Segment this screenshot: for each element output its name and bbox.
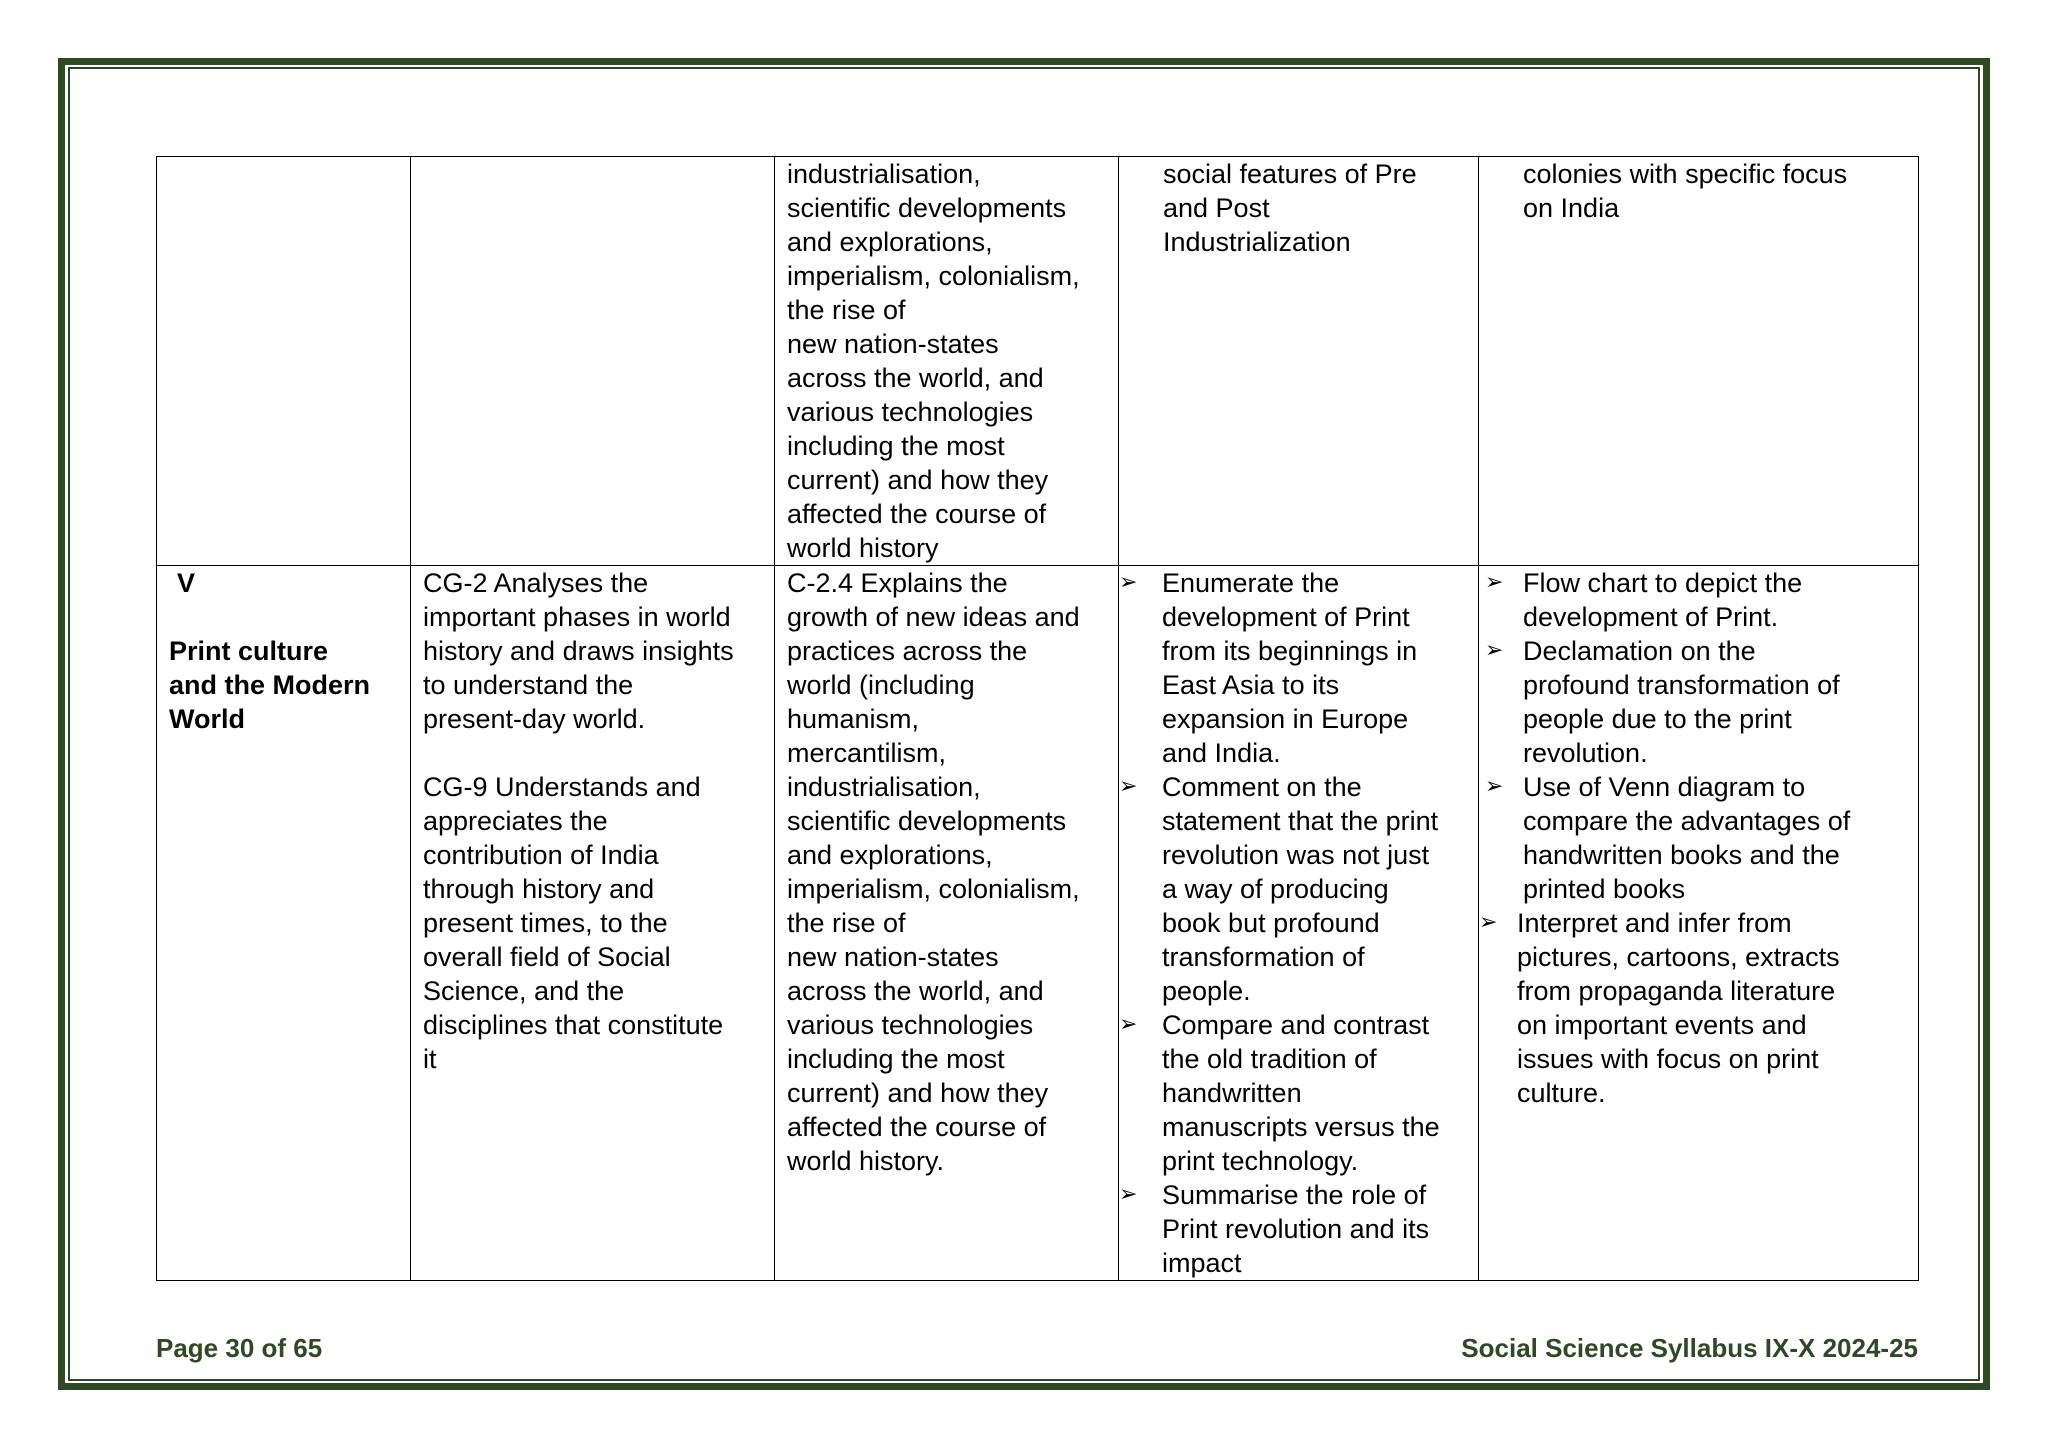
text-line: issues with focus on print bbox=[1517, 1044, 1819, 1074]
text-line: through history and bbox=[423, 874, 655, 904]
text-line: from propaganda literature bbox=[1517, 976, 1836, 1006]
cell-competency bbox=[775, 566, 1119, 1281]
text-line: Declamation on the bbox=[1523, 636, 1756, 666]
text-line: C-2.4 Explains the bbox=[787, 568, 1008, 598]
text-line: new nation-states bbox=[787, 329, 999, 359]
arrowhead-bullet-icon: ➢ bbox=[1479, 910, 1498, 935]
text-line: current) and how they bbox=[787, 1078, 1049, 1108]
page-number: Page 30 of 65 bbox=[156, 1333, 323, 1363]
text-line: Compare and contrast bbox=[1162, 1010, 1430, 1040]
text-line: present times, to the bbox=[423, 908, 668, 938]
text-line: various technologies bbox=[787, 1010, 1034, 1040]
text-line: Use of Venn diagram to bbox=[1523, 772, 1806, 802]
list-item bbox=[1487, 566, 1910, 634]
text-line: affected the course of bbox=[787, 1112, 1047, 1142]
text-line: compare the advantages of bbox=[1523, 806, 1851, 836]
unit-title-line: World bbox=[169, 704, 245, 734]
text-line: CG-2 Analyses the bbox=[423, 568, 649, 598]
text-line: contribution of India bbox=[423, 840, 659, 870]
text-line: industrialisation, bbox=[787, 772, 981, 802]
arrowhead-bullet-icon: ➢ bbox=[1119, 570, 1138, 595]
text-line: and explorations, bbox=[787, 840, 993, 870]
text-line: book but profound bbox=[1162, 908, 1380, 938]
list-item bbox=[1479, 906, 1910, 1110]
text-line: across the world, and bbox=[787, 363, 1044, 393]
text-line: manuscripts versus the bbox=[1162, 1112, 1440, 1142]
text-line: affected the course of bbox=[787, 499, 1047, 529]
text-line: development of Print. bbox=[1523, 602, 1779, 632]
text-line: Science, and the bbox=[423, 976, 625, 1006]
text-line: world (including bbox=[787, 670, 975, 700]
text-line: scientific developments bbox=[787, 193, 1067, 223]
text-line: including the most bbox=[787, 1044, 1005, 1074]
text-line: people due to the print bbox=[1523, 704, 1792, 734]
text-line: on important events and bbox=[1517, 1010, 1807, 1040]
text-line: social features of Pre bbox=[1163, 159, 1417, 189]
spacer bbox=[423, 736, 766, 770]
text-line: and explorations, bbox=[787, 227, 993, 257]
text-line: expansion in Europe bbox=[1162, 704, 1409, 734]
text-line: important phases in world bbox=[423, 602, 731, 632]
unit-number: V bbox=[177, 568, 196, 598]
text-line: handwritten bbox=[1162, 1078, 1302, 1108]
unit-title-line: Print culture bbox=[169, 636, 329, 666]
text-line: and India. bbox=[1162, 738, 1281, 768]
text-line: to understand the bbox=[423, 670, 634, 700]
table-row-continued bbox=[157, 157, 1919, 566]
text-line: current) and how they bbox=[787, 465, 1049, 495]
text-line: present-day world. bbox=[423, 704, 646, 734]
cell-curricular-goals bbox=[411, 566, 775, 1281]
text-line: Enumerate the bbox=[1162, 568, 1340, 598]
arrowhead-bullet-icon: ➢ bbox=[1119, 774, 1138, 799]
text-line: the rise of bbox=[787, 295, 906, 325]
text-line: development of Print bbox=[1162, 602, 1410, 632]
text-line: culture. bbox=[1517, 1078, 1606, 1108]
arrowhead-bullet-icon: ➢ bbox=[1485, 570, 1504, 595]
list-item bbox=[1121, 566, 1470, 770]
cell-goals-empty bbox=[411, 157, 775, 566]
text-line: pictures, cartoons, extracts bbox=[1517, 942, 1840, 972]
text-line: and Post bbox=[1163, 193, 1270, 223]
text-line: mercantilism, bbox=[787, 738, 947, 768]
text-line: profound transformation of bbox=[1523, 670, 1840, 700]
text-line: scientific developments bbox=[787, 806, 1067, 836]
list-item bbox=[1121, 1178, 1470, 1280]
text-line: revolution was not just bbox=[1162, 840, 1430, 870]
cell-competency-continued bbox=[775, 157, 1119, 566]
text-line: humanism, bbox=[787, 704, 920, 734]
text-line: world history. bbox=[787, 1146, 945, 1176]
text-line: CG-9 Understands and bbox=[423, 772, 701, 802]
text-line: colonies with specific focus bbox=[1523, 159, 1848, 189]
text-line: printed books bbox=[1523, 874, 1686, 904]
text-line: from its beginnings in bbox=[1162, 636, 1418, 666]
text-line: growth of new ideas and bbox=[787, 602, 1080, 632]
cell-learning-outcomes bbox=[1119, 566, 1479, 1281]
text-line: industrialisation, bbox=[787, 159, 981, 189]
cell-unit bbox=[157, 566, 411, 1281]
list-item bbox=[1121, 1008, 1470, 1178]
arrowhead-bullet-icon: ➢ bbox=[1485, 774, 1504, 799]
text-line: Comment on the bbox=[1162, 772, 1362, 802]
text-line: appreciates the bbox=[423, 806, 608, 836]
text-line: disciplines that constitute bbox=[423, 1010, 724, 1040]
arrowhead-bullet-icon: ➢ bbox=[1485, 638, 1504, 663]
text-line: revolution. bbox=[1523, 738, 1648, 768]
text-line: overall field of Social bbox=[423, 942, 671, 972]
text-line: it bbox=[423, 1044, 437, 1074]
text-line: imperialism, colonialism, bbox=[787, 874, 1080, 904]
text-line: history and draws insights bbox=[423, 636, 734, 666]
arrowhead-bullet-icon: ➢ bbox=[1119, 1182, 1138, 1207]
spacer bbox=[169, 600, 402, 634]
text-line: statement that the print bbox=[1162, 806, 1439, 836]
text-line: Industrialization bbox=[1163, 227, 1351, 257]
text-line: imperialism, colonialism, bbox=[787, 261, 1080, 291]
arrowhead-bullet-icon: ➢ bbox=[1119, 1012, 1138, 1037]
list-item bbox=[1121, 770, 1470, 1008]
text-line: world history bbox=[787, 533, 939, 563]
text-line: East Asia to its bbox=[1162, 670, 1340, 700]
text-line: Summarise the role of bbox=[1162, 1180, 1427, 1210]
text-line: new nation-states bbox=[787, 942, 999, 972]
text-line: transformation of bbox=[1162, 942, 1365, 972]
text-line: impact bbox=[1162, 1248, 1242, 1278]
text-line: various technologies bbox=[787, 397, 1034, 427]
text-line: print technology. bbox=[1162, 1146, 1359, 1176]
text-line: Flow chart to depict the bbox=[1523, 568, 1803, 598]
cell-activities bbox=[1479, 566, 1919, 1281]
cell-outcomes-continued bbox=[1119, 157, 1479, 566]
text-line: on India bbox=[1523, 193, 1620, 223]
text-line: across the world, and bbox=[787, 976, 1044, 1006]
table-row-unit-v bbox=[157, 566, 1919, 1281]
text-line: a way of producing bbox=[1162, 874, 1389, 904]
activities-list bbox=[1479, 566, 1910, 1110]
text-line: the old tradition of bbox=[1162, 1044, 1377, 1074]
text-line: including the most bbox=[787, 431, 1005, 461]
text-line: people. bbox=[1162, 976, 1251, 1006]
syllabus-table bbox=[156, 156, 1919, 1281]
list-item bbox=[1487, 634, 1910, 770]
list-item bbox=[1487, 770, 1910, 906]
text-line: practices across the bbox=[787, 636, 1028, 666]
text-line: handwritten books and the bbox=[1523, 840, 1840, 870]
learning-outcomes-list bbox=[1121, 566, 1470, 1280]
text-line: Print revolution and its bbox=[1162, 1214, 1430, 1244]
unit-title-line: and the Modern bbox=[169, 670, 370, 700]
text-line: the rise of bbox=[787, 908, 906, 938]
text-line: Interpret and infer from bbox=[1517, 908, 1792, 938]
cell-unit-empty bbox=[157, 157, 411, 566]
cell-activities-continued bbox=[1479, 157, 1919, 566]
document-title-footer: Social Science Syllabus IX-X 2024-25 bbox=[1461, 1333, 1918, 1363]
